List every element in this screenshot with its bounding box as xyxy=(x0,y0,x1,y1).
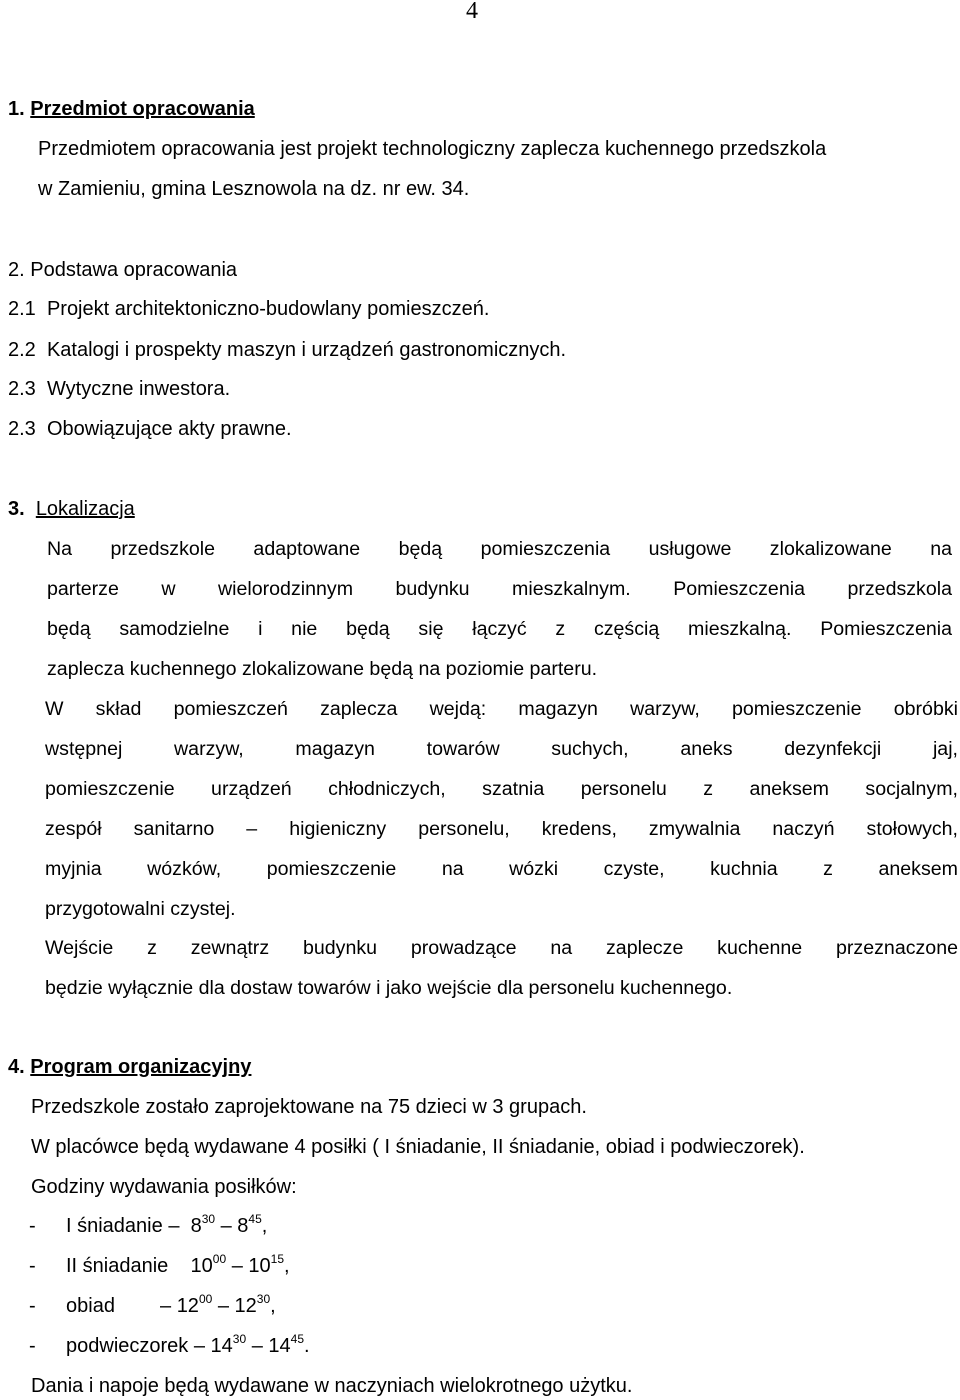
section-2-item-number: 2.2 xyxy=(8,339,36,361)
section-3-line: pomieszczenie urządzeń chłodniczych, szatnia personelu z aneksem socjalnym, xyxy=(45,778,958,800)
section-2-item-text: Katalogi i prospekty maszyn i urządzeń gastronomicznych. xyxy=(46,339,567,361)
section-2-item xyxy=(8,377,230,401)
section-3-line: zespół sanitarno – higieniczny personelu, kredens, zmywalnia naczyń stołowych, xyxy=(45,818,958,840)
meal-separator: – xyxy=(231,1255,243,1277)
meal-minute: 45 xyxy=(290,1332,305,1346)
meal-hour: 10 xyxy=(248,1255,271,1277)
section-3-line: wstępnej warzyw, magazyn towarów suchych, aneks dezynfekcji jaj, xyxy=(45,738,958,760)
page-number: 4 xyxy=(466,0,478,24)
meal-name: podwieczorek xyxy=(66,1335,189,1357)
meal-end: , xyxy=(261,1215,268,1237)
section-2-item xyxy=(8,338,566,362)
section-3-line: będzie wyłącznie dla dostaw towarów i jako wejście dla personelu kuchennego. xyxy=(45,977,733,999)
section-3-line: Wejście z zewnątrz budynku prowadzące na zaplecze kuchenne przeznaczone xyxy=(45,937,958,959)
section-3-line: zaplecza kuchennego zlokalizowane będą na poziomie parteru. xyxy=(47,658,598,680)
meal-item xyxy=(160,1294,276,1318)
section-2-item-number: 2.3 xyxy=(8,378,36,400)
section-1-heading xyxy=(8,97,255,121)
section-1-line-1: Przedmiotem opracowania jest projekt technologiczny zaplecza kuchennego przedszkola xyxy=(38,138,827,160)
section-4-paragraph: Dania i napoje będą wydawane w naczyniach wielokrotnego użytku. xyxy=(31,1375,633,1397)
section-4-title: Program organizacyjny xyxy=(30,1056,252,1078)
meal-item xyxy=(66,1334,310,1358)
meal-minute: 30 xyxy=(232,1332,247,1346)
section-2-heading: 2. Podstawa opracowania xyxy=(8,259,238,281)
meal-dash: - xyxy=(29,1295,36,1317)
meal-minute: 00 xyxy=(198,1292,213,1306)
section-2-item-text: Obowiązujące akty prawne. xyxy=(46,418,292,440)
meal-separator: – xyxy=(220,1215,232,1237)
section-3-line: przygotowalni czystej. xyxy=(45,898,236,920)
meal-hour: 12 xyxy=(176,1295,199,1317)
section-2-item xyxy=(8,417,292,441)
meal-hour: 12 xyxy=(234,1295,257,1317)
meal-item xyxy=(66,1294,115,1318)
meal-end: . xyxy=(304,1335,310,1357)
section-1-line-2: w Zamieniu, gmina Lesznowola na dz. nr ew. 34. xyxy=(38,178,470,200)
meal-separator: – xyxy=(193,1335,205,1357)
section-2-item-number: 2.3 xyxy=(8,418,36,440)
meal-end: , xyxy=(270,1295,276,1317)
meal-item xyxy=(66,1254,290,1278)
section-3-number: 3. xyxy=(8,498,25,520)
meal-item xyxy=(29,1334,36,1358)
meal-minute: 45 xyxy=(248,1212,262,1226)
section-3-line: myjnia wózków, pomieszczenie na wózki czyste, kuchnia z aneksem xyxy=(45,858,958,880)
meal-hour: 10 xyxy=(190,1255,213,1277)
section-4-number: 4. xyxy=(8,1056,25,1078)
meal-separator: – xyxy=(217,1295,229,1317)
meal-item xyxy=(29,1294,36,1318)
meal-hour: 8 xyxy=(190,1215,202,1237)
meal-dash: - xyxy=(29,1255,36,1277)
section-2-item xyxy=(8,297,489,321)
meal-item xyxy=(29,1214,36,1238)
meal-item xyxy=(66,1214,267,1238)
meal-separator: – xyxy=(251,1335,263,1357)
section-3-line: W skład pomieszczeń zaplecza wejdą: magazyn warzyw, pomieszczenie obróbki xyxy=(45,698,958,720)
section-3-line: parterze w wielorodzinnym budynku mieszkalnym. Pomieszczenia przedszkola xyxy=(47,578,952,600)
meal-dash: - xyxy=(29,1215,36,1237)
meal-minute: 30 xyxy=(256,1292,271,1306)
section-4-heading xyxy=(8,1055,251,1079)
meal-dash: - xyxy=(29,1335,36,1357)
meal-separator: – xyxy=(160,1295,172,1317)
meal-minute: 00 xyxy=(212,1252,227,1266)
meal-separator: – xyxy=(168,1215,180,1237)
section-2-item-text: Wytyczne inwestora. xyxy=(46,378,231,400)
section-4-paragraph: Przedszkole zostało zaprojektowane na 75 dzieci w 3 grupach. xyxy=(31,1096,587,1118)
section-3-line: będą samodzielne i nie będą się łączyć z częścią mieszkalną. Pomieszczenia xyxy=(47,618,952,640)
section-1-title: Przedmiot opracowania xyxy=(30,98,255,120)
meal-minute: 30 xyxy=(201,1212,216,1226)
meal-name: II śniadanie xyxy=(66,1255,169,1277)
section-3-title: Lokalizacja xyxy=(35,498,135,520)
section-3-heading xyxy=(8,497,135,521)
section-2-item-text: Projekt architektoniczno-budowlany pomieszczeń. xyxy=(46,298,490,320)
meal-end: , xyxy=(284,1255,290,1277)
section-3-line: Na przedszkole adaptowane będą pomieszczenia usługowe zlokalizowane na xyxy=(47,538,952,560)
meal-name: obiad xyxy=(66,1295,115,1317)
section-2-item-number: 2.1 xyxy=(8,298,36,320)
meal-minute: 15 xyxy=(270,1252,284,1266)
meal-hour: 8 xyxy=(237,1215,249,1237)
meal-item xyxy=(29,1254,36,1278)
meal-name: I śniadanie xyxy=(66,1215,163,1237)
section-1-number: 1. xyxy=(8,98,25,120)
meal-hour: 14 xyxy=(268,1335,291,1357)
section-4-paragraph: Godziny wydawania posiłków: xyxy=(31,1176,297,1198)
meal-hour: 14 xyxy=(210,1335,233,1357)
section-4-paragraph: W placówce będą wydawane 4 posiłki ( I śniadanie, II śniadanie, obiad i podwieczorek). xyxy=(31,1136,805,1158)
